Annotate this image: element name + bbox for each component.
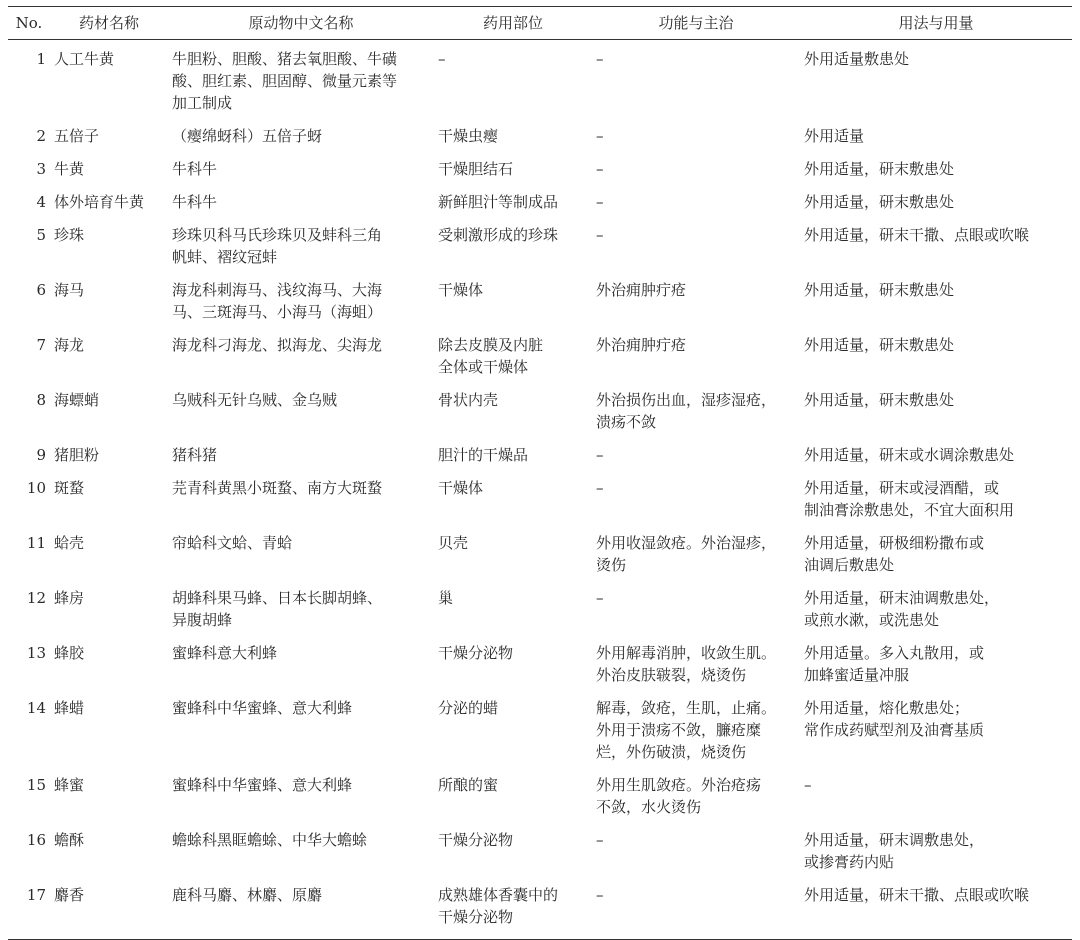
header-no: No. — [15, 14, 43, 32]
cell-usage: 外用适量 — [804, 127, 865, 145]
cell-usage: – — [804, 776, 812, 794]
cell-name: 蟾酥 — [54, 831, 85, 849]
cell-origin: 帘蛤科文蛤、青蛤 — [172, 534, 293, 552]
table-row — [8, 642, 1072, 697]
cell-origin: 蜜蜂科中华蜜蜂、意大利蜂 — [172, 776, 353, 794]
cell-usage: 外用适量，研末敷患处 — [804, 391, 955, 409]
table-row — [8, 191, 1072, 224]
cell-no: 8 — [36, 391, 46, 409]
cell-origin: 蟾蜍科黑眶蟾蜍、中华大蟾蜍 — [172, 831, 368, 849]
cell-no: 4 — [36, 193, 46, 211]
table-row — [8, 477, 1072, 532]
cell-function: – — [596, 50, 604, 68]
cell-no: 10 — [26, 479, 46, 497]
cell-name: 蜂蜜 — [54, 776, 85, 794]
cell-no: 6 — [36, 281, 46, 299]
header-part: 药用部位 — [482, 14, 543, 32]
cell-part: 巢 — [438, 589, 454, 607]
cell-origin: 牛胆粉、胆酸、猪去氧胆酸、牛磺 酸、胆红素、胆固醇、微量元素等 加工制成 — [172, 50, 398, 112]
cell-function: – — [596, 160, 604, 178]
cell-function: – — [596, 446, 604, 464]
cell-origin: （瘿绵蚜科）五倍子蚜 — [172, 127, 323, 145]
cell-function: 解毒，敛疮，生肌，止痛。 外用于溃疡不敛，臁疮糜 烂，外伤破溃，烧烫伤 — [596, 699, 777, 761]
cell-part: 干燥分泌物 — [438, 831, 514, 849]
cell-function: – — [596, 479, 604, 497]
cell-usage: 外用适量，研末敷患处 — [804, 336, 955, 354]
header-origin: 原动物中文名称 — [248, 14, 354, 32]
cell-name: 蜂蜡 — [54, 699, 85, 717]
cell-part: 分泌的蜡 — [438, 699, 499, 717]
table-row — [8, 158, 1072, 191]
cell-usage: 外用适量，熔化敷患处； 常作成药赋型剂及油膏基质 — [804, 699, 985, 739]
table-header — [8, 7, 1072, 40]
cell-no: 14 — [26, 699, 46, 717]
cell-name: 体外培育牛黄 — [54, 193, 145, 211]
cell-usage: 外用适量，研末或水调涂敷患处 — [804, 446, 1015, 464]
table-row — [8, 224, 1072, 279]
cell-part: – — [438, 50, 446, 68]
header-row — [8, 7, 1072, 40]
table-row — [8, 884, 1072, 940]
cell-part: 所酿的蜜 — [438, 776, 499, 794]
cell-no: 13 — [26, 644, 46, 662]
cell-part: 干燥分泌物 — [438, 644, 514, 662]
cell-usage: 外用适量。多入丸散用，或 加蜂蜜适量冲服 — [804, 644, 985, 684]
cell-name: 斑蝥 — [54, 479, 85, 497]
cell-function: – — [596, 226, 604, 244]
cell-name: 麝香 — [54, 886, 85, 904]
cell-no: 2 — [36, 127, 46, 145]
cell-part: 干燥胆结石 — [438, 160, 514, 178]
cell-usage: 外用适量，研极细粉撒布或 油调后敷患处 — [804, 534, 985, 574]
cell-name: 海螵蛸 — [54, 391, 100, 409]
cell-origin: 海龙科刺海马、浅纹海马、大海 马、三斑海马、小海马（海蛆） — [172, 281, 383, 321]
table-row — [8, 40, 1072, 126]
cell-function: – — [596, 886, 604, 904]
medicinal-materials-table — [8, 6, 1072, 940]
cell-no: 12 — [26, 589, 46, 607]
cell-no: 7 — [36, 336, 46, 354]
cell-no: 3 — [36, 160, 46, 178]
cell-usage: 外用适量，研末调敷患处， 或掺膏药内贴 — [804, 831, 985, 871]
cell-no: 15 — [26, 776, 46, 794]
cell-origin: 胡蜂科果马蜂、日本长脚胡蜂、 异腹胡蜂 — [172, 589, 383, 629]
cell-name: 牛黄 — [54, 160, 85, 178]
header-function: 功能与主治 — [658, 14, 734, 32]
cell-origin: 海龙科刁海龙、拟海龙、尖海龙 — [172, 336, 383, 354]
cell-no: 11 — [26, 534, 46, 552]
header-name: 药材名称 — [78, 14, 139, 32]
cell-part: 干燥体 — [438, 479, 484, 497]
cell-name: 蜂房 — [54, 589, 85, 607]
cell-origin: 牛科牛 — [172, 193, 218, 211]
cell-name: 人工牛黄 — [54, 50, 115, 68]
cell-name: 海龙 — [54, 336, 85, 354]
table-row — [8, 829, 1072, 884]
cell-part: 贝壳 — [438, 534, 469, 552]
cell-no: 5 — [36, 226, 46, 244]
cell-function: 外治痈肿疔疮 — [596, 336, 687, 354]
cell-usage: 外用适量，研末油调敷患处， 或煎水漱，或洗患处 — [804, 589, 1000, 629]
cell-name: 猪胆粉 — [54, 446, 100, 464]
cell-no: 16 — [26, 831, 46, 849]
table-body — [8, 40, 1072, 940]
cell-part: 受刺激形成的珍珠 — [438, 226, 559, 244]
table-row — [8, 125, 1072, 158]
table-row — [8, 532, 1072, 587]
cell-usage: 外用适量，研末干撒、点眼或吹喉 — [804, 886, 1030, 904]
cell-usage: 外用适量，研末干撒、点眼或吹喉 — [804, 226, 1030, 244]
cell-usage: 外用适量，研末敷患处 — [804, 160, 955, 178]
cell-part: 骨状内壳 — [438, 391, 499, 409]
cell-part: 成熟雄体香囊中的 干燥分泌物 — [438, 886, 559, 926]
cell-function: – — [596, 127, 604, 145]
cell-name: 蛤壳 — [54, 534, 85, 552]
cell-origin: 蜜蜂科中华蜜蜂、意大利蜂 — [172, 699, 353, 717]
cell-usage: 外用适量，研末或浸酒醋，或 制油膏涂敷患处，不宜大面积用 — [804, 479, 1015, 519]
cell-usage: 外用适量敷患处 — [804, 50, 910, 68]
cell-origin: 珍珠贝科马氏珍珠贝及蚌科三角 帆蚌、褶纹冠蚌 — [172, 226, 383, 266]
table-row — [8, 587, 1072, 642]
cell-function: 外用生肌敛疮。外治疮疡 不敛，水火烫伤 — [596, 776, 762, 816]
cell-usage: 外用适量，研末敷患处 — [804, 193, 955, 211]
cell-name: 珍珠 — [54, 226, 85, 244]
table-row — [8, 279, 1072, 334]
cell-origin: 乌贼科无针乌贼、金乌贼 — [172, 391, 338, 409]
cell-part: 干燥虫瘿 — [438, 127, 499, 145]
cell-origin: 牛科牛 — [172, 160, 218, 178]
cell-part: 除去皮膜及内脏 全体或干燥体 — [438, 336, 544, 376]
cell-usage: 外用适量，研末敷患处 — [804, 281, 955, 299]
table-row — [8, 334, 1072, 389]
cell-function: – — [596, 831, 604, 849]
table-row — [8, 389, 1072, 444]
cell-function: – — [596, 193, 604, 211]
cell-no: 9 — [36, 446, 46, 464]
cell-origin: 蜜蜂科意大利蜂 — [172, 644, 278, 662]
cell-no: 17 — [26, 886, 46, 904]
cell-origin: 芫青科黄黑小斑蝥、南方大斑蝥 — [172, 479, 383, 497]
cell-part: 干燥体 — [438, 281, 484, 299]
table-row — [8, 697, 1072, 774]
header-usage: 用法与用量 — [898, 14, 974, 32]
cell-function: 外用解毒消肿，收敛生肌。 外治皮肤皲裂，烧烫伤 — [596, 644, 777, 684]
cell-name: 五倍子 — [54, 127, 100, 145]
cell-part: 胆汁的干燥品 — [438, 446, 529, 464]
cell-function: 外治痈肿疔疮 — [596, 281, 687, 299]
cell-no: 1 — [36, 50, 46, 68]
table-row — [8, 774, 1072, 829]
cell-function: – — [596, 589, 604, 607]
cell-part: 新鲜胆汁等制成品 — [438, 193, 559, 211]
cell-function: 外用收湿敛疮。外治湿疹， 烫伤 — [596, 534, 777, 574]
cell-name: 海马 — [54, 281, 85, 299]
cell-function: 外治损伤出血，湿疹湿疮， 溃疡不敛 — [596, 391, 777, 431]
cell-origin: 鹿科马麝、林麝、原麝 — [172, 886, 323, 904]
cell-origin: 猪科猪 — [172, 446, 218, 464]
cell-name: 蜂胶 — [54, 644, 85, 662]
table-row — [8, 444, 1072, 477]
